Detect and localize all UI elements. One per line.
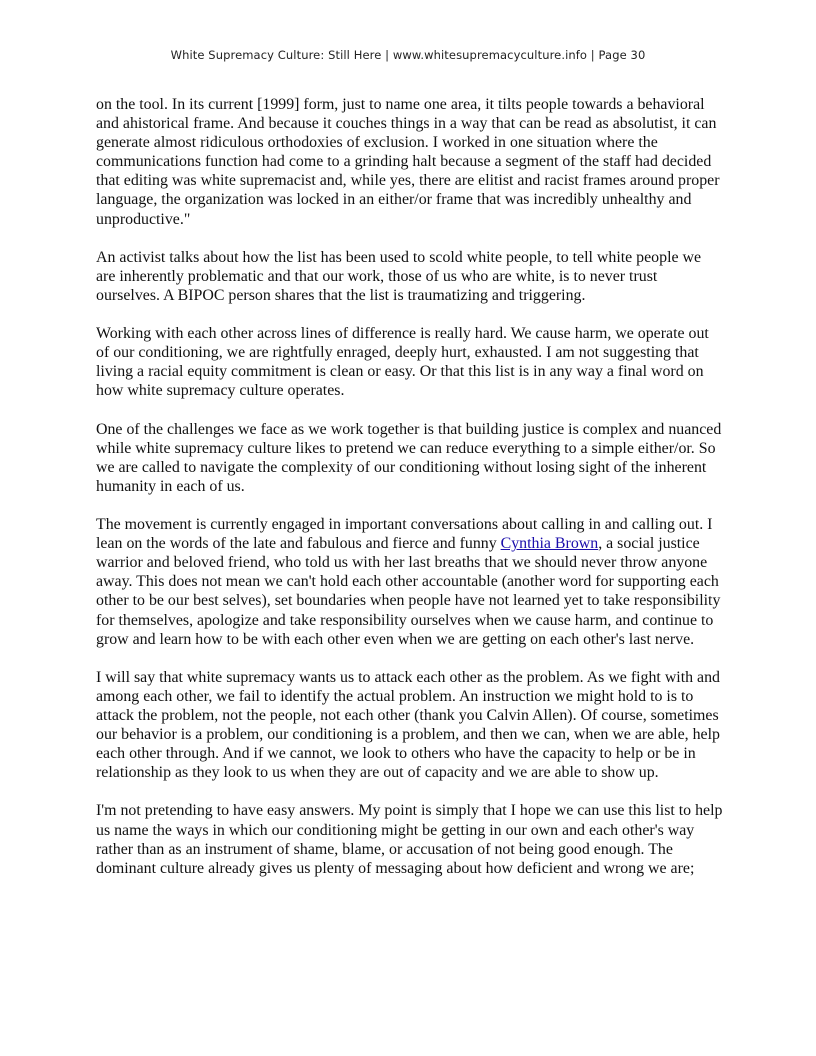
- paragraph-2: An activist talks about how the list has been used to scold white people, to tell white people we are inherently problematic and that our work, those of us who are white, is to never trust ourselves. A BIPOC person shares that the list is traumatizing and triggering.: [96, 248, 702, 304]
- paragraph-5-text-after: , a social justice warrior and beloved friend, who told us with her last breaths that we should never throw anyone away. This does not mean we can't hold each other accountable (another word for supporting each other to be our best selves), set boundaries when people have not learned yet to take responsibility for themselves, apologize and take responsibility ourselves when we cause harm, and continue to grow and learn how to be with each other even when we are getting on each other's last nerve.: [96, 535, 721, 648]
- paragraph-4: One of the challenges we face as we work together is that building justice is complex and nuanced while white supremacy culture likes to pretend we can reduce everything to a simple either/or. So we are called to navigate the complexity of our conditioning without losing sight of the inherent humanity in each of us.: [96, 420, 722, 495]
- cynthia-brown-link[interactable]: Cynthia Brown: [500, 535, 599, 553]
- paragraph-3: Working with each other across lines of difference is really hard. We cause harm, we operate out of our conditioning, we are rightfully enraged, deeply hurt, exhausted. I am not suggesting that living a racial equity commitment is clean or easy. Or that this list is in any way a final word on how white supremacy culture operates.: [96, 325, 709, 400]
- paragraph-5: [96, 515, 724, 649]
- paragraph-6: I will say that white supremacy wants us to attack each other as the problem. As we fight with and among each other, we fail to identify the actual problem. An instruction we might hold to is to attack the problem, not the people, not each other (thank you Calvin Allen). Of course, sometimes our behavior is a problem, our conditioning is a problem, and then we can, when we are able, help each other through. And if we cannot, we look to others who have the capacity to help or be in relationship as they look to us when they are out of capacity and we are able to show up.: [96, 668, 720, 782]
- document-body: [96, 95, 724, 897]
- paragraph-7: I'm not pretending to have easy answers. My point is simply that I hope we can use this list to help us name the ways in which our conditioning might be getting in our own and each other's way rather than as an instrument of shame, blame, or accusation of not being good enough. The dominant culture already gives us plenty of messaging about how deficient and wrong we are;: [96, 802, 723, 877]
- paragraph-1: on the tool. In its current [1999] form, just to name one area, it tilts people towards a behavioral and ahistorical frame. And because it couches things in a way that can be read as absolutist, it can generate almost ridiculous orthodoxies of exclusion. I worked in one situation where the communications function had come to a grinding halt because a segment of the staff had decided that editing was white supremacist and, while yes, there are elitist and racist frames around proper language, the organization was locked in an either/or frame that was incredibly unhealthy and unproductive.": [96, 96, 720, 228]
- paragraph-5-text-before: The movement is currently engaged in important conversations about calling in and calling out. I lean on the words of the late and fabulous and fierce and funny: [96, 516, 713, 553]
- running-header: White Supremacy Culture: Still Here | www.whitesupremacyculture.info | Page 30: [170, 48, 646, 62]
